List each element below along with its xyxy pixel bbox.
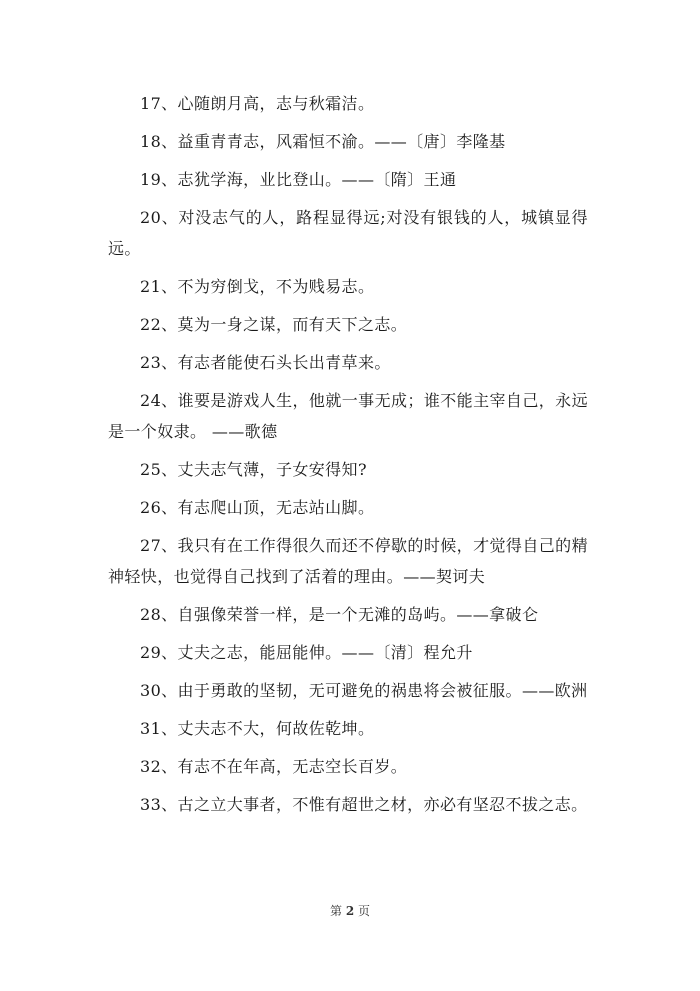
page-number-suffix: 页 xyxy=(358,904,371,918)
quote-item: 25、丈夫志气薄，子女安得知? xyxy=(140,460,367,479)
quote-item: 29、丈夫之志，能屈能伸。——〔清〕程允升 xyxy=(140,643,473,662)
quote-item: 21、不为穷倒戈，不为贱易志。 xyxy=(140,277,375,296)
quote-item: 33、古之立大事者，不惟有超世之材，亦必有坚忍不拔之志。 xyxy=(140,795,588,814)
quote-item: 32、有志不在年高，无志空长百岁。 xyxy=(140,757,408,776)
quote-item: 20、对没志气的人，路程显得远;对没有银钱的人，城镇显得远。 xyxy=(108,208,588,258)
page-number: 2 xyxy=(345,904,355,918)
quote-item: 31、丈夫志不大，何故佐乾坤。 xyxy=(140,719,375,738)
quote-item: 27、我只有在工作得很久而还不停歇的时候，才觉得自己的精神轻快，也觉得自己找到了活着的理由。——契诃夫 xyxy=(108,536,588,586)
quote-item: 30、由于勇敢的坚韧，无可避免的祸患将会被征服。——欧洲 xyxy=(140,681,588,700)
quote-item: 22、莫为一身之谋，而有天下之志。 xyxy=(140,315,408,334)
quote-item: 18、益重青青志，风霜恒不渝。——〔唐〕李隆基 xyxy=(140,132,506,151)
quote-item: 28、自强像荣誉一样，是一个无滩的岛屿。——拿破仑 xyxy=(140,605,539,624)
quote-item: 23、有志者能使石头长出青草来。 xyxy=(140,353,391,372)
page-footer xyxy=(0,904,700,918)
page-number-prefix: 第 xyxy=(329,904,342,918)
quote-item: 24、谁要是游戏人生，他就一事无成；谁不能主宰自己，永远是一个奴隶。 ——歌德 xyxy=(108,391,588,441)
quote-item: 17、心随朗月高，志与秋霜洁。 xyxy=(140,94,375,113)
quote-list xyxy=(108,88,588,827)
quote-item: 19、志犹学海，业比登山。——〔隋〕王通 xyxy=(140,170,457,189)
quote-item: 26、有志爬山顶，无志站山脚。 xyxy=(140,498,375,517)
